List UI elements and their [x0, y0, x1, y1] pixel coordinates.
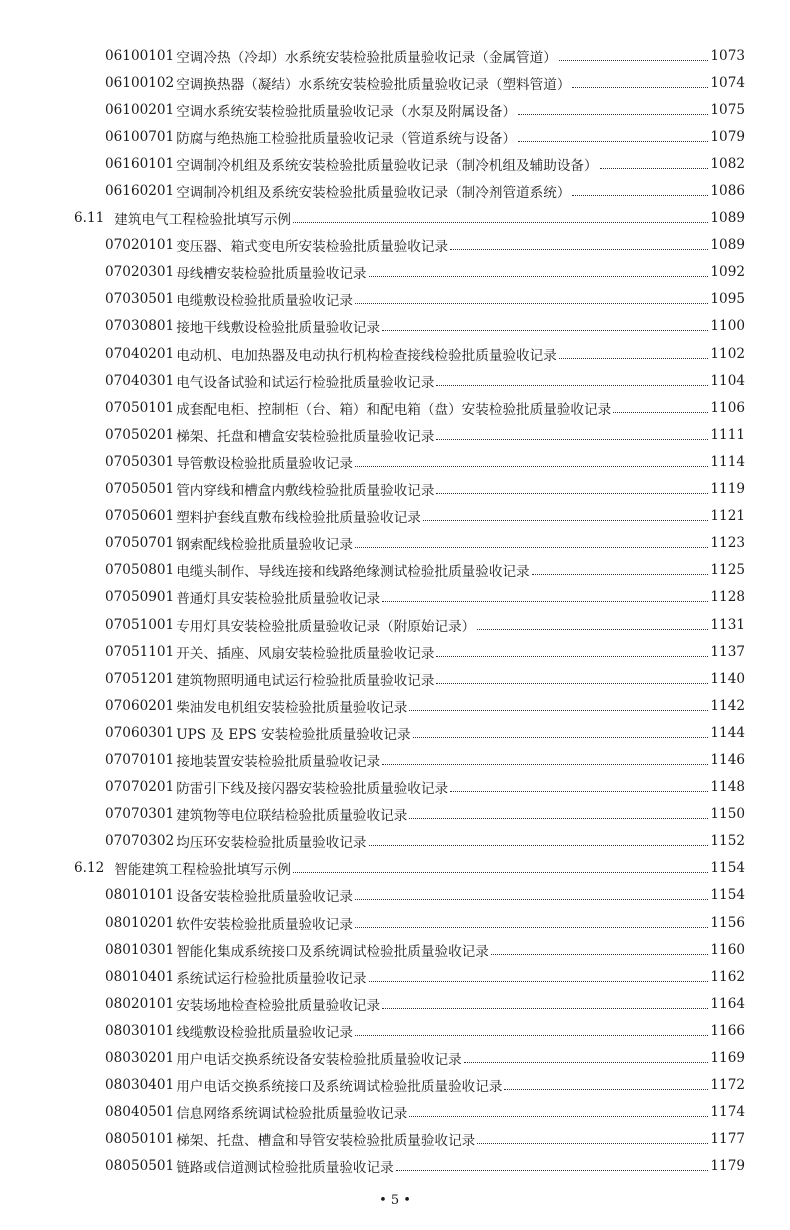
- toc-entry[interactable]: [0, 476, 790, 503]
- toc-entry-title: 专用灯具安装检验批质量验收记录（附原始记录）: [176, 618, 476, 635]
- toc-entry-code: 07030801: [105, 318, 175, 335]
- table-of-contents: [0, 42, 790, 1180]
- toc-entry[interactable]: [0, 882, 790, 909]
- toc-entry-code: 08010301: [105, 941, 175, 958]
- toc-entry-page: 1119: [710, 481, 745, 498]
- toc-entry[interactable]: [0, 638, 790, 665]
- dot-leader: [613, 411, 708, 413]
- dot-leader: [450, 248, 708, 250]
- toc-entry[interactable]: [0, 96, 790, 123]
- toc-entry-page: 1114: [710, 453, 745, 470]
- toc-entry-title: 接地干线敷设检验批质量验收记录: [176, 320, 381, 337]
- toc-entry-title: 防腐与绝热施工检验批质量验收记录（管道系统与设备）: [176, 130, 517, 147]
- toc-entry-title: 均压环安装检验批质量验收记录: [176, 835, 367, 852]
- toc-entry-title: 普通灯具安装检验批质量验收记录: [176, 591, 381, 608]
- toc-entry[interactable]: [0, 990, 790, 1017]
- toc-entry-code: 07060201: [105, 697, 175, 714]
- toc-entry-code: 08010401: [105, 968, 175, 985]
- toc-entry-code: 08050501: [105, 1158, 175, 1175]
- toc-entry-page: 1111: [710, 426, 745, 443]
- dot-leader: [491, 953, 709, 955]
- toc-entry-page: 1146: [710, 751, 745, 768]
- toc-entry[interactable]: [0, 448, 790, 475]
- dot-leader: [382, 1007, 708, 1009]
- toc-entry-title: 空调制冷机组及系统安装检验批质量验收记录（制冷机组及辅助设备）: [176, 157, 598, 174]
- toc-entry[interactable]: [0, 232, 790, 259]
- toc-entry-title: 建筑物等电位联结检验批质量验收记录: [176, 808, 408, 825]
- toc-entry[interactable]: [0, 936, 790, 963]
- toc-entry-title: 空调换热器（凝结）水系统安装检验批质量验收记录（塑料管道）: [176, 76, 571, 93]
- toc-entry-title: 电动机、电加热器及电动执行机构检查接线检验批质量验收记录: [176, 347, 557, 364]
- dot-leader: [382, 329, 708, 331]
- toc-entry-code: 06100101: [105, 47, 175, 64]
- toc-entry[interactable]: [0, 611, 790, 638]
- toc-entry[interactable]: [0, 746, 790, 773]
- dot-leader: [396, 1169, 709, 1171]
- dot-leader: [436, 655, 708, 657]
- toc-entry-code: 07051001: [105, 616, 175, 633]
- toc-entry-code: 07040301: [105, 372, 175, 389]
- toc-entry-code: 07050101: [105, 399, 175, 416]
- toc-entry-title: 电缆头制作、导线连接和线路绝缘测试检验批质量验收记录: [176, 564, 530, 581]
- toc-entry[interactable]: [0, 719, 790, 746]
- dot-leader: [450, 790, 708, 792]
- dot-leader: [293, 871, 708, 873]
- toc-entry[interactable]: [0, 42, 790, 69]
- toc-entry-code: 07050801: [105, 562, 175, 579]
- toc-entry-code: 07050501: [105, 481, 175, 498]
- toc-entry-page: 1121: [710, 508, 745, 525]
- dot-leader: [355, 302, 708, 304]
- toc-section-entry[interactable]: [0, 855, 790, 882]
- toc-entry-title: 电气设备试验和试运行检验批质量验收记录: [176, 374, 435, 391]
- page-number-footer: • 5 •: [379, 1193, 411, 1208]
- toc-entry-title: 建筑电气工程检验批填写示例: [114, 212, 291, 229]
- toc-entry-code: 07020101: [105, 237, 175, 254]
- toc-entry[interactable]: [0, 774, 790, 801]
- dot-leader: [504, 1088, 708, 1090]
- toc-entry[interactable]: [0, 1126, 790, 1153]
- toc-entry-code: 08010101: [105, 887, 175, 904]
- toc-entry-page: 1125: [710, 562, 745, 579]
- toc-entry-page: 1164: [710, 995, 745, 1012]
- toc-entry[interactable]: [0, 69, 790, 96]
- toc-entry-title: 空调制冷机组及系统安装检验批质量验收记录（制冷剂管道系统）: [176, 185, 571, 202]
- toc-entry-code: 07050301: [105, 453, 175, 470]
- toc-entry-page: 1104: [710, 372, 745, 389]
- toc-entry[interactable]: [0, 150, 790, 177]
- toc-entry-code: 07070201: [105, 779, 175, 796]
- toc-entry-page: 1177: [710, 1131, 745, 1148]
- dot-leader: [532, 573, 709, 575]
- toc-entry-title: 线缆敷设检验批质量验收记录: [176, 1024, 353, 1041]
- toc-entry-page: 1154: [710, 860, 745, 877]
- toc-entry-page: 1140: [710, 670, 745, 687]
- toc-entry-title: 接地装置安装检验批质量验收记录: [176, 753, 381, 770]
- toc-entry-code: 07030501: [105, 291, 175, 308]
- toc-entry-page: 1123: [710, 535, 745, 552]
- toc-entry-code: 08030101: [105, 1022, 175, 1039]
- toc-entry-page: 1148: [710, 779, 745, 796]
- dot-leader: [464, 1061, 709, 1063]
- toc-entry[interactable]: [0, 1072, 790, 1099]
- toc-entry-code: 07051101: [105, 643, 175, 660]
- dot-leader: [369, 275, 709, 277]
- toc-entry[interactable]: [0, 1044, 790, 1071]
- toc-entry-page: 1074: [710, 74, 745, 91]
- toc-entry[interactable]: [0, 963, 790, 990]
- dot-leader: [369, 980, 709, 982]
- toc-entry-page: 1174: [710, 1104, 745, 1121]
- toc-entry-code: 07070101: [105, 751, 175, 768]
- dot-leader: [293, 221, 708, 223]
- toc-entry-page: 1144: [710, 724, 745, 741]
- toc-entry-page: 1128: [710, 589, 745, 606]
- toc-entry-title: 链路或信道测试检验批质量验收记录: [176, 1160, 394, 1177]
- toc-entry-title: 智能化集成系统接口及系统调试检验批质量验收记录: [176, 943, 489, 960]
- toc-entry-title: 导管敷设检验批质量验收记录: [176, 455, 353, 472]
- toc-entry[interactable]: [0, 665, 790, 692]
- dot-leader: [572, 86, 708, 88]
- toc-entry-page: 1156: [710, 914, 745, 931]
- toc-entry[interactable]: [0, 1153, 790, 1180]
- toc-entry-title: 开关、插座、风扇安装检验批质量验收记录: [176, 645, 435, 662]
- toc-entry[interactable]: [0, 557, 790, 584]
- dot-leader: [600, 167, 709, 169]
- toc-entry-title: 系统试运行检验批质量验收记录: [176, 970, 367, 987]
- toc-entry-page: 1131: [710, 616, 745, 633]
- dot-leader: [559, 59, 709, 61]
- toc-entry-title: 电缆敷设检验批质量验收记录: [176, 293, 353, 310]
- toc-section-number: 6.11: [74, 210, 105, 227]
- toc-entry-page: 1150: [710, 806, 745, 823]
- toc-entry[interactable]: [0, 123, 790, 150]
- toc-entry-page: 1172: [710, 1077, 745, 1094]
- toc-entry-page: 1166: [710, 1022, 745, 1039]
- toc-entry-page: 1086: [710, 183, 745, 200]
- toc-entry-title: 空调水系统安装检验批质量验收记录（水泵及附属设备）: [176, 103, 517, 120]
- toc-entry-code: 07050901: [105, 589, 175, 606]
- dot-leader: [355, 465, 708, 467]
- toc-entry[interactable]: [0, 313, 790, 340]
- toc-entry-title: 钢索配线检验批质量验收记录: [176, 537, 353, 554]
- dot-leader: [382, 600, 708, 602]
- toc-entry[interactable]: [0, 1099, 790, 1126]
- toc-entry-code: 06100102: [105, 74, 175, 91]
- toc-entry-page: 1089: [710, 237, 745, 254]
- toc-entry-code: 07050201: [105, 426, 175, 443]
- toc-entry-page: 1142: [710, 697, 745, 714]
- toc-entry[interactable]: [0, 584, 790, 611]
- dot-leader: [413, 736, 709, 738]
- toc-entry-code: 07070302: [105, 833, 175, 850]
- toc-entry-code: 08030401: [105, 1077, 175, 1094]
- toc-entry-title: 成套配电柜、控制柜（台、箱）和配电箱（盘）安装检验批质量验收记录: [176, 401, 612, 418]
- toc-entry[interactable]: [0, 340, 790, 367]
- toc-entry-code: 08050101: [105, 1131, 175, 1148]
- toc-entry-code: 07070301: [105, 806, 175, 823]
- toc-entry-title: 梯架、托盘、槽盒和导管安装检验批质量验收记录: [176, 1133, 476, 1150]
- toc-entry-code: 07040201: [105, 345, 175, 362]
- dot-leader: [572, 194, 708, 196]
- toc-entry-page: 1089: [710, 210, 745, 227]
- toc-entry-code: 08010201: [105, 914, 175, 931]
- toc-entry-code: 07051201: [105, 670, 175, 687]
- toc-entry-title: 安装场地检查检验批质量验收记录: [176, 997, 381, 1014]
- toc-entry-page: 1162: [710, 968, 745, 985]
- toc-entry-title: UPS 及 EPS 安装检验批质量验收记录: [176, 726, 411, 743]
- dot-leader: [518, 113, 708, 115]
- toc-entry-page: 1082: [710, 155, 745, 172]
- dot-leader: [423, 519, 709, 521]
- toc-entry-title: 信息网络系统调试检验批质量验收记录: [176, 1106, 408, 1123]
- dot-leader: [355, 926, 708, 928]
- dot-leader: [436, 384, 708, 386]
- toc-entry-code: 07050601: [105, 508, 175, 525]
- toc-entry-title: 柴油发电机组安装检验批质量验收记录: [176, 699, 408, 716]
- toc-entry-title: 空调冷热（冷却）水系统安装检验批质量验收记录（金属管道）: [176, 49, 557, 66]
- toc-entry[interactable]: [0, 530, 790, 557]
- dot-leader: [409, 1115, 708, 1117]
- dot-leader: [436, 492, 708, 494]
- dot-leader: [436, 682, 708, 684]
- toc-entry-page: 1075: [710, 101, 745, 118]
- toc-entry-title: 设备安装检验批质量验收记录: [176, 889, 353, 906]
- toc-entry-title: 管内穿线和槽盒内敷线检验批质量验收记录: [176, 483, 435, 500]
- toc-entry[interactable]: [0, 503, 790, 530]
- dot-leader: [436, 438, 708, 440]
- toc-entry-page: 1160: [710, 941, 745, 958]
- toc-entry-page: 1092: [710, 264, 745, 281]
- toc-entry[interactable]: [0, 801, 790, 828]
- toc-entry-code: 08020101: [105, 995, 175, 1012]
- toc-entry-title: 用户电话交换系统接口及系统调试检验批质量验收记录: [176, 1079, 503, 1096]
- toc-entry-page: 1137: [710, 643, 745, 660]
- toc-entry-title: 塑料护套线直敷布线检验批质量验收记录: [176, 510, 421, 527]
- toc-entry-code: 06160201: [105, 183, 175, 200]
- toc-entry-title: 防雷引下线及接闪器安装检验批质量验收记录: [176, 781, 449, 798]
- dot-leader: [355, 546, 708, 548]
- toc-entry-page: 1095: [710, 291, 745, 308]
- toc-entry-title: 软件安装检验批质量验收记录: [176, 916, 353, 933]
- toc-entry-title: 智能建筑工程检验批填写示例: [114, 862, 291, 879]
- dot-leader: [382, 763, 708, 765]
- toc-entry-page: 1106: [710, 399, 745, 416]
- toc-entry[interactable]: [0, 394, 790, 421]
- dot-leader: [409, 709, 708, 711]
- dot-leader: [355, 898, 708, 900]
- toc-entry-page: 1154: [710, 887, 745, 904]
- dot-leader: [355, 1034, 708, 1036]
- toc-entry-page: 1102: [710, 345, 745, 362]
- toc-entry-page: 1100: [710, 318, 745, 335]
- toc-entry[interactable]: [0, 909, 790, 936]
- toc-entry-title: 母线槽安装检验批质量验收记录: [176, 266, 367, 283]
- toc-section-number: 6.12: [74, 860, 105, 877]
- toc-entry-title: 用户电话交换系统设备安装检验批质量验收记录: [176, 1052, 462, 1069]
- toc-entry[interactable]: [0, 692, 790, 719]
- toc-entry-page: 1079: [710, 128, 745, 145]
- toc-entry-code: 06160101: [105, 155, 175, 172]
- toc-entry-code: 07050701: [105, 535, 175, 552]
- toc-entry-code: 06100701: [105, 128, 175, 145]
- dot-leader: [559, 357, 709, 359]
- toc-entry-title: 梯架、托盘和槽盒安装检验批质量验收记录: [176, 428, 435, 445]
- toc-entry-code: 08030201: [105, 1050, 175, 1067]
- toc-entry-code: 07060301: [105, 724, 175, 741]
- dot-leader: [518, 140, 708, 142]
- toc-entry[interactable]: [0, 421, 790, 448]
- toc-entry[interactable]: [0, 259, 790, 286]
- toc-entry[interactable]: [0, 367, 790, 394]
- toc-entry-title: 变压器、箱式变电所安装检验批质量验收记录: [176, 239, 449, 256]
- toc-entry-code: 07020301: [105, 264, 175, 281]
- toc-entry-code: 08040501: [105, 1104, 175, 1121]
- dot-leader: [477, 628, 708, 630]
- dot-leader: [409, 817, 708, 819]
- dot-leader: [369, 844, 709, 846]
- dot-leader: [477, 1142, 708, 1144]
- toc-entry[interactable]: [0, 1017, 790, 1044]
- toc-entry[interactable]: [0, 828, 790, 855]
- toc-entry[interactable]: [0, 177, 790, 204]
- toc-entry-page: 1179: [710, 1158, 745, 1175]
- toc-entry[interactable]: [0, 286, 790, 313]
- toc-entry-page: 1073: [710, 47, 745, 64]
- toc-entry-title: 建筑物照明通电试运行检验批质量验收记录: [176, 672, 435, 689]
- toc-section-entry[interactable]: [0, 205, 790, 232]
- toc-entry-page: 1152: [710, 833, 745, 850]
- toc-entry-code: 06100201: [105, 101, 175, 118]
- toc-entry-page: 1169: [710, 1050, 745, 1067]
